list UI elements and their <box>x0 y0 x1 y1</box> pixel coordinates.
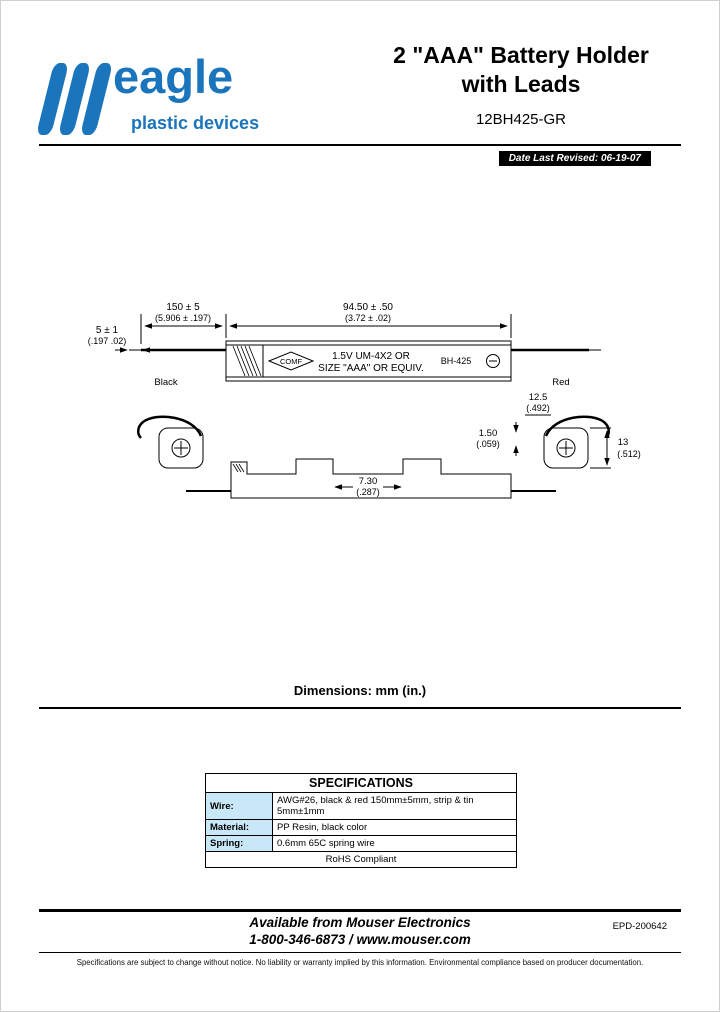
dim-strip-mm: 5 ± 1 <box>95 325 119 336</box>
part-number: 12BH425-GR <box>475 111 567 128</box>
dim-overall-in: (5.906 ± .197) <box>155 313 211 323</box>
spec-label-material: Material: <box>206 820 273 836</box>
brand-name: eagle <box>113 50 234 103</box>
footer-contact-text: 1-800-346-6873 / www.mouser.com <box>249 932 471 947</box>
body-marking-line1: 1.5V UM-4X2 OR <box>332 351 410 362</box>
disclaimer-divider <box>39 952 681 953</box>
body-marking-line2: SIZE "AAA" OR EQUIV. <box>318 363 424 374</box>
footer-available-text: Available from Mouser Electronics <box>249 915 471 930</box>
spec-rohs-row <box>206 852 517 868</box>
dim-wire-in: (.059) <box>476 439 500 449</box>
document-number: EPD-200642 <box>612 921 667 932</box>
dim-step-mm: 7.30 <box>358 476 378 487</box>
mid-divider <box>39 707 681 709</box>
spec-value-wire: AWG#26, black & red 150mm±5mm, strip & tin 5mm±1mm <box>273 793 517 820</box>
spec-value-spring: 0.6mm 65C spring wire <box>273 836 517 852</box>
dimensions-note: Dimensions: mm (in.) <box>293 683 427 698</box>
dim-strip-in: (.197 .02) <box>87 336 127 346</box>
dim-width-in: (.492) <box>526 403 550 413</box>
wire-label-red: Red <box>552 377 570 388</box>
spec-title-row <box>206 774 517 793</box>
dim-body-mm: 94.50 ± .50 <box>343 302 393 313</box>
footer-divider <box>39 909 681 912</box>
spec-value-material: PP Resin, black color <box>273 820 517 836</box>
spec-row-spring <box>206 836 517 852</box>
dim-wire-mm: 1.50 <box>478 428 498 439</box>
page-title-line1: 2 "AAA" Battery Holder <box>393 42 649 68</box>
dim-body-in: (3.72 ± .02) <box>345 313 391 323</box>
spec-title: SPECIFICATIONS <box>206 774 517 793</box>
dim-step-in: (.287) <box>356 487 380 497</box>
date-revised-badge: Date Last Revised: 06-19-07 <box>499 151 651 166</box>
wire-label-black: Black <box>154 377 178 388</box>
title-block <box>361 41 681 128</box>
rohs-compliance: RoHS Compliant <box>206 852 517 868</box>
page-title-line2: with Leads <box>461 71 581 97</box>
eagle-logo-icon <box>45 63 104 135</box>
spec-row-material <box>206 820 517 836</box>
header-divider <box>39 144 681 146</box>
footer-disclaimer: Specifications are subject to change without notice. No liability or warranty implied by this information. Environmental compliance based on producer documentation. <box>76 958 644 967</box>
dim-height-mm: 13 <box>617 437 629 448</box>
model-label: BH-425 <box>440 356 472 366</box>
technical-drawing <box>41 286 681 516</box>
spec-row-wire <box>206 793 517 820</box>
spec-label-spring: Spring: <box>206 836 273 852</box>
brand-tagline: plastic devices <box>131 113 260 133</box>
spec-label-wire: Wire: <box>206 793 273 820</box>
dim-width-mm: 12.5 <box>528 392 548 403</box>
specifications-table <box>205 773 517 868</box>
dim-overall-mm: 150 ± 5 <box>166 302 200 313</box>
comf-mark: COMF <box>279 357 303 366</box>
dim-height-in: (.512) <box>617 449 641 459</box>
